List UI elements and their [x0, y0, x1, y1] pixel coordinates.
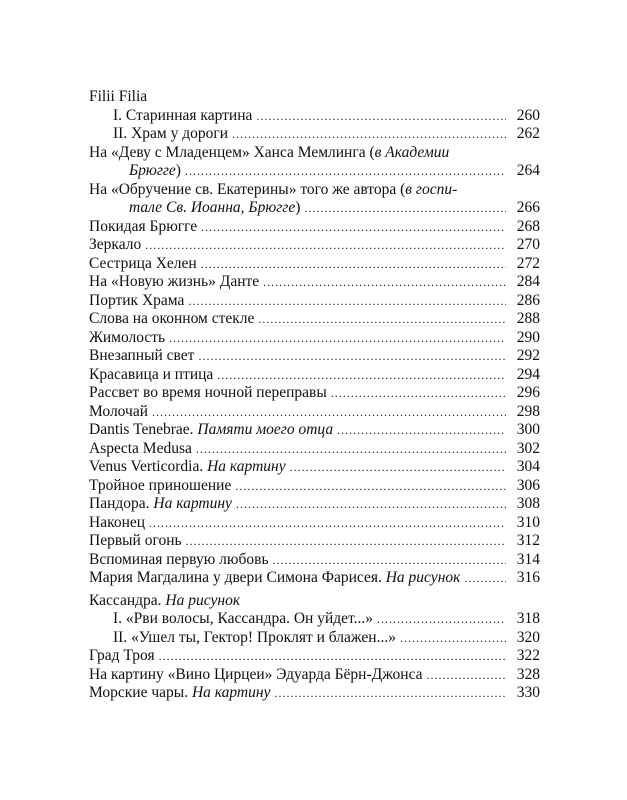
toc-entry-page-number: 296: [516, 384, 540, 401]
toc-entry: [89, 592, 540, 611]
toc-entry-page-number: 312: [516, 532, 540, 549]
toc-entry-title: [113, 629, 396, 648]
toc-entry-page-number: 268: [516, 217, 540, 235]
toc-entry-italic: Памяти моего отца: [197, 421, 334, 438]
toc-entry-title: [113, 107, 252, 126]
toc-entry-italic: На рисунок: [385, 569, 461, 586]
dot-leader: [201, 218, 506, 237]
toc-entry-page-number: 264: [516, 162, 540, 179]
dot-leader: [149, 514, 506, 533]
toc-entry: [89, 477, 540, 496]
toc-entry-title: [89, 647, 155, 666]
toc-entry-title: [89, 458, 286, 477]
toc-entry-text: Тройное приношение: [89, 476, 232, 494]
dot-leader: [145, 236, 506, 255]
dot-leader: [152, 403, 506, 422]
toc-entry: [89, 569, 540, 588]
toc-entry-text: Рассвет во время ночной переправы: [89, 384, 327, 401]
dot-leader: [273, 551, 506, 570]
toc-entry-page-number: 310: [516, 513, 540, 531]
toc-entry-title: [89, 236, 141, 255]
toc-entry: [89, 199, 540, 218]
toc-entry: [89, 384, 540, 403]
dot-leader: [235, 477, 506, 496]
dot-leader: [290, 458, 506, 477]
toc-entry: [89, 125, 540, 144]
toc-entry-page-number: 288: [516, 310, 540, 327]
toc-entry-page-number: 284: [516, 273, 540, 290]
toc-entry-page-number: 272: [516, 254, 540, 272]
toc-entry: [89, 273, 540, 292]
toc-entry-text: Venus Verticordia.: [89, 458, 208, 475]
toc-entry-page-number: 304: [516, 458, 540, 475]
toc-entry-title: [89, 144, 449, 163]
toc-entry-title: [113, 125, 228, 144]
dot-leader: [274, 684, 506, 703]
toc-entry: [89, 347, 540, 366]
toc-entry-text: Пандора.: [89, 495, 154, 512]
toc-entry-text: I. Старинная картина: [113, 106, 253, 124]
toc-entry: [89, 255, 540, 274]
toc-entry-page-number: 260: [516, 106, 540, 124]
toc-entry-page-number: 308: [516, 495, 540, 512]
toc-entry: [89, 458, 540, 477]
toc-entry-page-number: 292: [516, 347, 540, 364]
dot-leader: [232, 125, 506, 144]
dot-leader: [217, 366, 506, 385]
toc-entry-text: Портик Храма: [89, 291, 185, 309]
toc-entry: [89, 236, 540, 255]
toc-entry-text: На «Новую жизнь» Данте: [89, 273, 260, 290]
toc-entry-tail: ): [295, 199, 301, 216]
toc-entry: [89, 181, 540, 200]
toc-entry-title: [89, 551, 269, 570]
toc-entry-title: [89, 292, 184, 311]
dot-leader: [331, 384, 506, 403]
toc-entry-text: Слова на оконном стекле: [89, 310, 255, 327]
toc-entry-page-number: 328: [516, 665, 540, 683]
dot-leader: [198, 347, 506, 366]
toc-entry-text: Наконец: [89, 513, 146, 531]
dot-leader: [258, 310, 506, 329]
toc-entry-text: Dantis Tenebrae.: [89, 421, 198, 438]
toc-entry-text: Морские чары.: [89, 684, 192, 701]
toc-entry-page-number: 322: [516, 647, 540, 664]
toc-entry: [89, 292, 540, 311]
toc-entry-text: Покидая Брюгге: [89, 217, 198, 235]
toc-entry-text: Первый огонь: [89, 532, 182, 549]
toc-entry-text: На картину «Вино Цирцеи» Эдуарда Бёрн-Джонса: [89, 665, 423, 683]
toc-entry-text: Красавица и птица: [89, 365, 214, 383]
toc-entry-italic: На картину: [191, 684, 271, 701]
toc-entry-page-number: 298: [516, 402, 540, 420]
toc-entry-title: [89, 366, 213, 385]
toc-entry-page-number: 290: [516, 328, 540, 346]
toc-entry-title: [89, 421, 333, 440]
toc-entry-text: Aspecta Medusa: [89, 439, 192, 457]
toc-entry-italic: На картину: [153, 495, 232, 512]
toc-entry: [89, 551, 540, 570]
toc-entry-page-number: 270: [516, 236, 540, 253]
toc-entry-title: [89, 403, 148, 422]
toc-entry: [89, 162, 540, 181]
toc-entry-tail: ): [175, 162, 181, 179]
toc-entry-text: Молочай: [89, 402, 148, 420]
toc-entry-text: Град Троя: [89, 647, 155, 664]
toc-entry-italic: в Академии: [374, 143, 450, 161]
toc-entry: [89, 666, 540, 685]
toc-entry: [89, 532, 540, 551]
dot-leader: [304, 199, 506, 218]
dot-leader: [169, 329, 506, 348]
toc-entry-page-number: 286: [516, 291, 540, 309]
toc-entry-text: II. Храм у дороги: [113, 125, 228, 142]
toc-entry: [89, 514, 540, 533]
toc-entry-title: [89, 218, 197, 237]
toc-entry-page-number: 302: [516, 439, 540, 457]
toc-entry-text: II. «Ушел ты, Гектор! Проклят и блажен...»: [113, 628, 396, 646]
dot-leader: [400, 629, 506, 648]
toc-entry-text: Мария Магдалина у двери Симона Фарисея.: [89, 569, 386, 586]
dot-leader: [236, 495, 506, 514]
dot-leader: [427, 666, 506, 685]
dot-leader: [188, 292, 506, 311]
toc-entry-text: Сестрица Хелен: [89, 254, 197, 272]
toc-entry-title: [89, 255, 197, 274]
toc-entry-text: Зеркало: [89, 236, 142, 253]
toc-entry: [89, 440, 540, 459]
toc-entry: [89, 366, 540, 385]
toc-entry-text: На «Обручение св. Екатерины» того же автора (: [89, 180, 406, 198]
toc-entry-title: [89, 384, 327, 403]
dot-leader: [337, 421, 506, 440]
toc-entry: [89, 88, 540, 107]
toc-entry-text: Внезапный свет: [89, 347, 195, 364]
toc-entry-italic: в госпи-: [405, 180, 458, 198]
toc-entry-page-number: 266: [516, 199, 540, 216]
dot-leader: [263, 273, 506, 292]
dot-leader: [196, 440, 506, 459]
dot-leader: [185, 162, 506, 181]
toc-entry-title: [89, 347, 194, 366]
toc-entry-title: [89, 477, 231, 496]
toc-entry-italic: тале Св. Иоанна, Брюгге: [129, 199, 296, 216]
toc-entry-title: [89, 495, 232, 514]
toc-entry-text: Вспоминая первую любовь: [89, 550, 269, 568]
toc-entry-italic: На рисунок: [165, 591, 241, 609]
toc-entry: [89, 310, 540, 329]
toc-entry-page-number: 300: [516, 421, 540, 438]
toc-entry-title: [89, 273, 259, 292]
toc-entry: [89, 684, 540, 703]
toc-entry-title: [89, 88, 147, 107]
dot-leader: [377, 610, 506, 629]
toc-entry-italic: На картину: [207, 458, 286, 475]
toc-entry-text: I. «Рви волосы, Кассандра. Он уйдет...»: [113, 610, 374, 627]
toc-entry-text: Жимолость: [89, 328, 166, 346]
toc-entry-text: Filii Filia: [89, 88, 148, 105]
toc-entry: [89, 403, 540, 422]
toc-entry-page-number: 294: [516, 365, 540, 383]
toc-entry: [89, 144, 540, 163]
toc-entry-page-number: 316: [516, 569, 540, 586]
toc-entry-italic: Брюгге: [129, 162, 176, 179]
toc-entry-text: На «Деву с Младенцем» Ханса Мемлинга (: [89, 143, 375, 161]
dot-leader: [464, 569, 506, 588]
dot-leader: [159, 647, 506, 666]
toc-entry: [89, 629, 540, 648]
toc-entry-title: [129, 162, 181, 181]
dot-leader: [256, 107, 506, 126]
toc-entry-title: [113, 610, 373, 629]
toc-entry: [89, 647, 540, 666]
toc-entry-title: [89, 514, 145, 533]
toc-entry-title: [89, 592, 240, 611]
toc-entry-title: [89, 310, 254, 329]
toc-entry-title: [89, 684, 270, 703]
toc-entry-title: [89, 532, 182, 551]
toc-entry: [89, 218, 540, 237]
toc-entry-title: [89, 181, 457, 200]
toc-entry-page-number: 306: [516, 476, 540, 494]
toc-entry-page-number: 262: [516, 125, 540, 142]
toc-entry-page-number: 320: [516, 628, 540, 646]
toc-entry: [89, 495, 540, 514]
dot-leader: [201, 255, 506, 274]
toc-entry-title: [89, 569, 460, 588]
toc-entry-title: [89, 329, 165, 348]
toc-entry-text: Кассандра.: [89, 591, 166, 609]
toc-entry-title: [129, 199, 300, 218]
toc-entry-page-number: 330: [516, 684, 540, 701]
toc-entry: [89, 421, 540, 440]
toc-entry: [89, 610, 540, 629]
toc-entry-page-number: 318: [516, 610, 540, 627]
toc-entry-title: [89, 666, 423, 685]
dot-leader: [186, 532, 506, 551]
table-of-contents: [89, 88, 540, 703]
toc-entry: [89, 329, 540, 348]
toc-entry-title: [89, 440, 192, 459]
toc-entry: [89, 107, 540, 126]
toc-entry-page-number: 314: [516, 550, 540, 568]
